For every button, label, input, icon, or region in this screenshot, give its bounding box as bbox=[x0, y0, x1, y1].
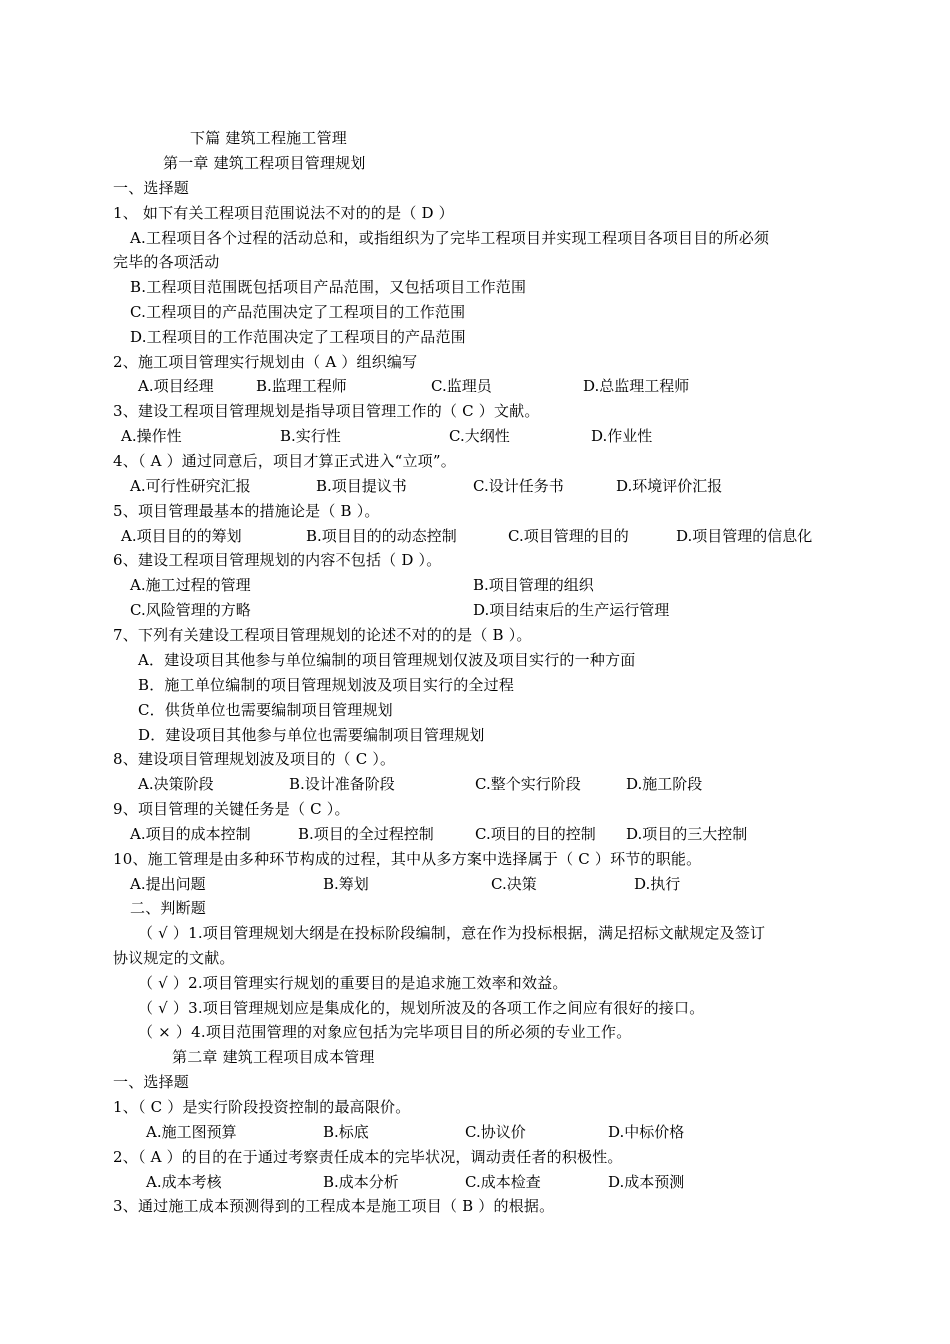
chapter-1-title: 第一章 建筑工程项目管理规划 bbox=[163, 154, 366, 172]
judge-1: （ √ ）1.项目管理规划大纲是在投标阶段编制，意在作为投标根据，满足招标文献规定及签订 bbox=[138, 924, 766, 942]
option: D.项目管理的信息化 bbox=[676, 527, 813, 545]
ch2-section-choice-heading: 一、选择题 bbox=[113, 1073, 190, 1091]
option: D.中标价格 bbox=[608, 1123, 685, 1141]
option: C.设计任务书 bbox=[473, 477, 564, 495]
q7-option-d: D．建设项目其他参与单位也需要编制项目管理规划 bbox=[138, 726, 485, 744]
q5-options bbox=[0, 526, 813, 546]
option: B.筹划 bbox=[323, 875, 369, 893]
option: C.大纲性 bbox=[449, 427, 510, 445]
q2-stem: 2、施工项目管理实行规划由（ A ）组织编写 bbox=[113, 353, 418, 371]
option: D.执行 bbox=[634, 875, 681, 893]
q1-option-a-cont: 完毕的各项活动 bbox=[113, 253, 220, 271]
q7-option-b: B．施工单位编制的项目管理规划波及项目实行的全过程 bbox=[138, 676, 515, 694]
option: C.整个实行阶段 bbox=[475, 775, 581, 793]
option: D.项目结束后的生产运行管理 bbox=[473, 601, 670, 619]
option: D.作业性 bbox=[591, 427, 653, 445]
q1-stem: 1、 如下有关工程项目范围说法不对的的是（ D ） bbox=[113, 204, 454, 222]
option: D.成本预测 bbox=[608, 1173, 685, 1191]
option: C.项目管理的目的 bbox=[508, 527, 629, 545]
q4-options bbox=[0, 476, 723, 496]
q10-options bbox=[0, 874, 681, 894]
option: A.成本考核 bbox=[146, 1173, 222, 1191]
option: D.项目的三大控制 bbox=[626, 825, 748, 843]
judge-3: （ √ ）3.项目管理规划应是集成化的，规划所波及的各项工作之间应有很好的接口。 bbox=[138, 999, 705, 1017]
option: C.风险管理的方略 bbox=[130, 601, 251, 619]
q1-option-c: C.工程项目的产品范围决定了工程项目的工作范围 bbox=[130, 303, 466, 321]
ch2-q1-stem: 1、（ C ）是实行阶段投资控制的最高限价。 bbox=[113, 1098, 411, 1116]
q5-stem: 5、项目管理最基本的措施论是（ B ）。 bbox=[113, 502, 380, 520]
judge-1-cont: 协议规定的文献。 bbox=[113, 949, 235, 967]
q9-options bbox=[0, 824, 748, 844]
option: B.项目管理的组织 bbox=[473, 576, 594, 594]
q7-option-c: C．供货单位也需要编制项目管理规划 bbox=[138, 701, 393, 719]
ch2-q3-stem: 3、通过施工成本预测得到的工程成本是施工项目（ B ）的根据。 bbox=[113, 1197, 555, 1215]
section-choice-heading: 一、选择题 bbox=[113, 179, 190, 197]
option: B.设计准备阶段 bbox=[289, 775, 395, 793]
option: B.项目的全过程控制 bbox=[298, 825, 434, 843]
q1-option-d: D.工程项目的工作范围决定了工程项目的产品范围 bbox=[130, 328, 466, 346]
option: A.项目目的的筹划 bbox=[121, 527, 242, 545]
q1-option-b: B.工程项目范围既包括项目产品范围，又包括项目工作范围 bbox=[130, 278, 527, 296]
option: A.施工过程的管理 bbox=[130, 576, 251, 594]
option: B.项目目的的动态控制 bbox=[306, 527, 457, 545]
q9-stem: 9、项目管理的关键任务是（ C ）。 bbox=[113, 800, 350, 818]
q3-stem: 3、建设工程项目管理规划是指导项目管理工作的（ C ）文献。 bbox=[113, 402, 540, 420]
judge-2: （ √ ）2.项目管理实行规划的重要目的是追求施工效率和效益。 bbox=[138, 974, 568, 992]
q3-options bbox=[0, 426, 653, 446]
q4-stem: 4、（ A ）通过同意后，项目才算正式进入“立项”。 bbox=[113, 452, 456, 470]
q8-options bbox=[0, 774, 703, 794]
section-judgement-heading: 二、判断题 bbox=[130, 899, 207, 917]
q7-option-a: A．建设项目其他参与单位编制的项目管理规划仅波及项目实行的一种方面 bbox=[138, 651, 636, 669]
option: C.协议价 bbox=[465, 1123, 526, 1141]
option: C.成本检查 bbox=[465, 1173, 541, 1191]
q8-stem: 8、建设项目管理规划波及项目的（ C ）。 bbox=[113, 750, 396, 768]
chapter-2-title: 第二章 建筑工程项目成本管理 bbox=[172, 1048, 375, 1066]
option: B.监理工程师 bbox=[256, 377, 347, 395]
q6-stem: 6、建设工程项目管理规划的内容不包括（ D ）。 bbox=[113, 551, 442, 569]
option: C.监理员 bbox=[431, 377, 492, 395]
option: C.项目的目的控制 bbox=[475, 825, 596, 843]
option: A.决策阶段 bbox=[138, 775, 214, 793]
option: A.操作性 bbox=[121, 427, 182, 445]
option: A.项目的成本控制 bbox=[130, 825, 251, 843]
option: B.项目提议书 bbox=[316, 477, 407, 495]
option: A.可行性研究汇报 bbox=[130, 477, 251, 495]
q7-stem: 7、下列有关建设工程项目管理规划的论述不对的的是（ B ）。 bbox=[113, 626, 532, 644]
option: A.项目经理 bbox=[138, 377, 214, 395]
judge-4: （ × ）4.项目范围管理的对象应包括为完毕项目目的所必须的专业工作。 bbox=[138, 1023, 632, 1041]
option: A.施工图预算 bbox=[146, 1123, 237, 1141]
option: B.实行性 bbox=[280, 427, 341, 445]
part-title: 下篇 建筑工程施工管理 bbox=[190, 129, 347, 147]
q10-stem: 10、施工管理是由多种环节构成的过程，其中从多方案中选择属于（ C ）环节的职能。 bbox=[113, 850, 702, 868]
option: A.提出问题 bbox=[130, 875, 206, 893]
option: D.施工阶段 bbox=[626, 775, 703, 793]
option: C.决策 bbox=[491, 875, 537, 893]
q2-options bbox=[0, 376, 690, 396]
q6-options-row2 bbox=[0, 600, 670, 620]
option: D.环境评价汇报 bbox=[616, 477, 723, 495]
option: D.总监理工程师 bbox=[583, 377, 690, 395]
ch2-q1-options bbox=[0, 1122, 685, 1142]
option: B.标底 bbox=[323, 1123, 369, 1141]
q1-option-a: A.工程项目各个过程的活动总和，或指组织为了完毕工程项目并实现工程项目各项目目的所必须 bbox=[130, 229, 770, 247]
ch2-q2-stem: 2、（ A ）的目的在于通过考察责任成本的完毕状况，调动责任者的积极性。 bbox=[113, 1148, 623, 1166]
ch2-q2-options bbox=[0, 1172, 685, 1192]
q6-options-row1 bbox=[0, 575, 594, 595]
option: B.成本分析 bbox=[323, 1173, 399, 1191]
